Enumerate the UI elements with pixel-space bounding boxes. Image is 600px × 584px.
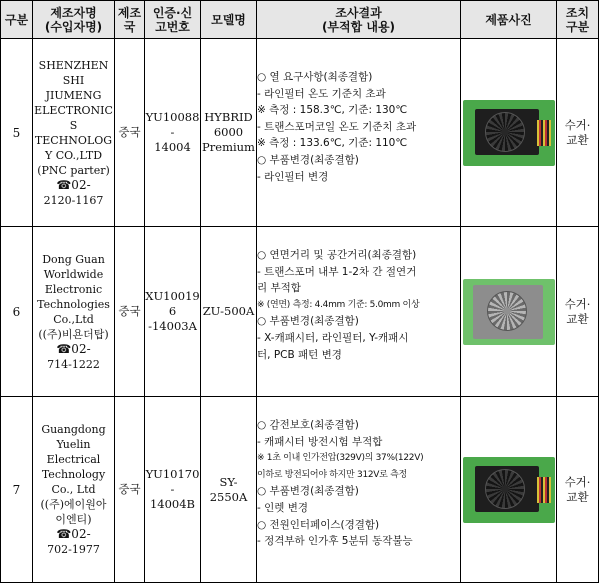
header-model: 모델명 <box>201 1 257 39</box>
action-label: 교환 <box>566 489 589 504</box>
manufacturer-line: Technologies <box>37 297 110 311</box>
model-cell <box>201 397 257 583</box>
finding-line: - 라인필터 변경 <box>257 170 329 183</box>
table-row <box>1 39 599 227</box>
cert-number: YU10170- <box>145 467 200 496</box>
finding-line: - 트랜스포머 내부 1-2차 간 절연거 <box>257 265 417 278</box>
finding-line: ○ 부품변경(최종결함) <box>257 485 359 498</box>
finding-line: - 정격부하 인가후 5분뒤 동작불능 <box>257 535 413 548</box>
psu-cables <box>537 477 551 503</box>
table-row <box>1 397 599 583</box>
header-result: 조사결과 (부적합 내용) <box>257 1 461 39</box>
importer-name: 이엔티) <box>55 513 92 526</box>
manufacturer-line: Worldwide <box>43 267 104 281</box>
row-number: 7 <box>1 397 33 583</box>
model-name: ZU-500A <box>202 304 255 318</box>
model-name: Premium <box>202 140 255 154</box>
cert-number-cell <box>145 39 201 227</box>
model-name: SY-2550A <box>209 474 248 504</box>
psu-cables <box>537 120 551 146</box>
manufacturer-line: SHI <box>62 73 85 87</box>
cert-number-cell <box>145 227 201 397</box>
product-photo-cell <box>461 227 557 397</box>
product-photo-cell <box>461 397 557 583</box>
finding-line: - X-캐패시터, 라인필터, Y-캐패시 <box>257 331 409 344</box>
manufacturer-cell <box>33 227 115 397</box>
cert-number: 14004B <box>149 497 196 511</box>
manufacturer-line: Dong Guan <box>42 252 105 266</box>
cert-number: XU100196 <box>145 289 200 318</box>
manufacturer-line: SHENZHEN <box>38 58 109 72</box>
importer-name: ((주)에이원아 <box>40 498 107 511</box>
finding-line: ○ 부품변경(최종결함) <box>257 153 359 166</box>
model-cell <box>201 227 257 397</box>
manufacturer-line: Electrical <box>46 453 101 466</box>
action-cell <box>557 227 599 397</box>
fan-grille <box>487 291 527 331</box>
finding-line: ※ 1초 이내 인가전압(329V)의 37%(122V) <box>257 453 424 464</box>
finding-line: ※ 측정 : 158.3℃, 기준: 130℃ <box>257 104 408 117</box>
manufacturer-line: Guangdong <box>41 423 106 436</box>
action-cell <box>557 397 599 583</box>
manufacturer-line: TECHNOLOG <box>34 133 113 147</box>
phone-number: 714-1222 <box>47 357 100 371</box>
model-cell <box>201 39 257 227</box>
phone-number: ☎02- <box>56 341 91 356</box>
cert-number-cell <box>145 397 201 583</box>
model-name: 6000 <box>213 125 244 139</box>
origin-cell: 중국 <box>115 227 145 397</box>
header-row <box>1 1 599 39</box>
finding-line: 리 부적합 <box>257 282 301 295</box>
header-no: 구분 <box>1 1 33 39</box>
phone-number: ☎02- <box>56 177 91 192</box>
origin-cell: 중국 <box>115 39 145 227</box>
finding-line: ○ 감전보호(최종결함) <box>257 419 359 431</box>
header-cert: 인증·신 고번호 <box>145 1 201 39</box>
manufacturer-line: Electronic <box>44 282 103 296</box>
phone-number: 2120-1167 <box>43 193 104 207</box>
manufacturer-line: ELECTRONICS <box>34 103 113 132</box>
action-label: 교환 <box>566 311 589 326</box>
product-photo-cell <box>461 39 557 227</box>
manufacturer-line: Co., Ltd <box>51 483 96 496</box>
finding-line: - 라인필터 온도 기준치 초과 <box>257 87 386 100</box>
finding-line: - 트랜스포머코일 온도 기준치 초과 <box>257 120 417 133</box>
header-maker: 제조자명 (수입자명) <box>33 1 115 39</box>
row-number: 5 <box>1 39 33 227</box>
product-photo-black-psu <box>463 100 555 166</box>
fan-grille <box>485 112 525 152</box>
origin-cell: 중국 <box>115 397 145 583</box>
table-row <box>1 227 599 397</box>
importer-name: ((주)비욘더탑) <box>38 327 109 341</box>
header-photo: 제품사진 <box>461 1 557 39</box>
action-label: 교환 <box>566 132 589 147</box>
phone-number: 702-1977 <box>47 543 100 556</box>
product-photo-silver-psu <box>463 279 555 345</box>
product-photo-black-psu <box>463 457 555 523</box>
finding-line: 터, PCB 패턴 변경 <box>257 348 342 361</box>
row-number: 6 <box>1 227 33 397</box>
finding-line: ○ 전원인터페이스(경결함) <box>257 518 380 531</box>
findings-cell <box>257 39 461 227</box>
header-action: 조치 구분 <box>557 1 599 39</box>
findings-cell <box>257 227 461 397</box>
manufacturer-line: Co.,Ltd <box>53 312 94 326</box>
fan-grille <box>485 469 525 509</box>
action-label: 수거· <box>564 296 591 311</box>
header-origin: 제조 국 <box>115 1 145 39</box>
manufacturer-line: Yuelin <box>56 438 91 451</box>
finding-line: ※ (연면) 측정: 4.4mm 기준: 5.0mm 이상 <box>257 299 420 310</box>
findings-cell <box>257 397 461 583</box>
cert-number: -14003A <box>148 319 197 333</box>
action-label: 수거· <box>564 117 591 132</box>
manufacturer-line: Y CO.,LTD <box>44 148 103 162</box>
importer-name: (PNC parter) <box>37 163 110 177</box>
finding-line: - 캐패시터 방전시험 부적합 <box>257 435 383 448</box>
finding-line: - 인렛 변경 <box>257 501 309 514</box>
cert-number: 14004 <box>154 140 191 154</box>
finding-line: ○ 열 요구사항(최종결함) <box>257 71 373 83</box>
finding-line: 이하로 방전되어야 하지만 312V로 측정 <box>257 469 407 480</box>
manufacturer-cell <box>33 397 115 583</box>
manufacturer-cell <box>33 39 115 227</box>
cert-number: YU10088- <box>145 110 200 139</box>
action-label: 수거· <box>564 474 591 489</box>
action-cell <box>557 39 599 227</box>
phone-number: ☎02- <box>56 527 91 541</box>
finding-line: ※ 측정 : 133.6℃, 기준: 110℃ <box>257 137 408 150</box>
manufacturer-line: Technology <box>41 468 106 481</box>
model-name: HYBRID <box>204 110 253 124</box>
finding-line: ○ 연면거리 및 공간거리(최종결함) <box>257 249 417 261</box>
manufacturer-line: JIUMENG <box>45 88 102 102</box>
finding-line: ○ 부품변경(최종결함) <box>257 315 359 328</box>
